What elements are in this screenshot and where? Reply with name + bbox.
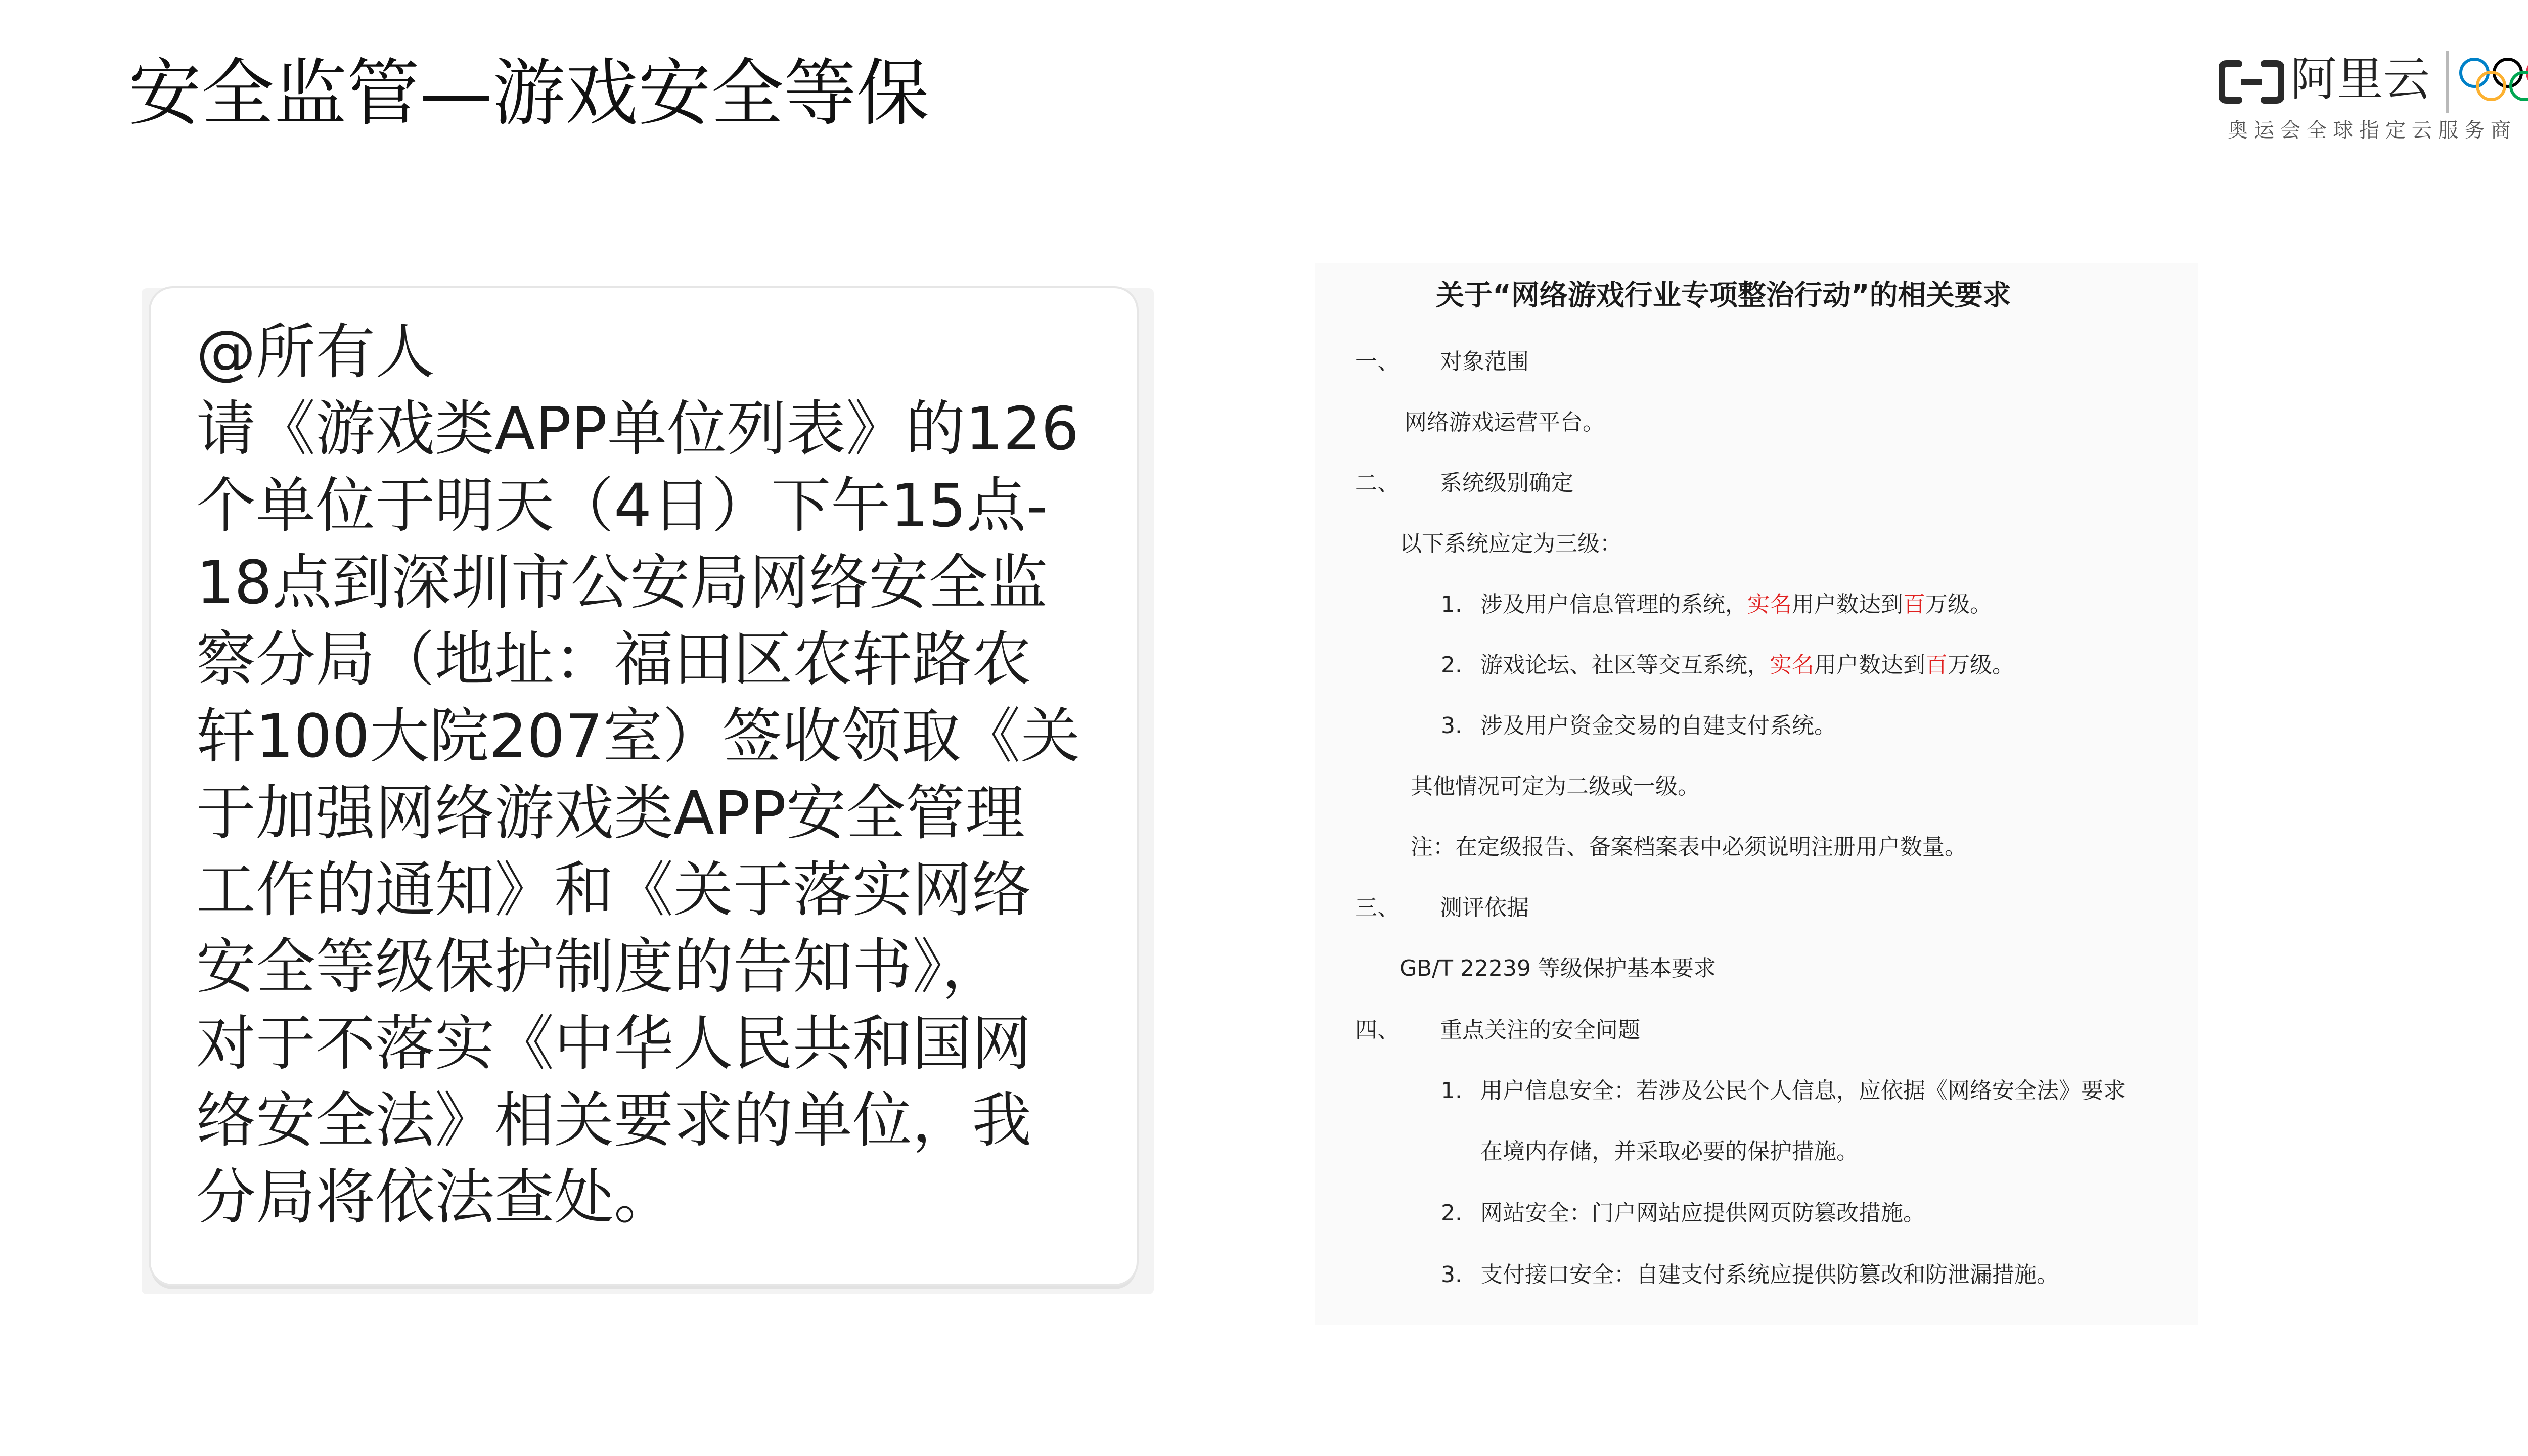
message-line: 对于不落实《中华人民共和国网 <box>196 1009 1032 1078</box>
highlight-text: 百 <box>1925 652 1948 678</box>
section-note: 注：在定级报告、备案档案表中必须说明注册用户数量。 <box>1411 834 1967 860</box>
message-line: 工作的通知》和《关于落实网络 <box>196 855 1032 925</box>
list-number: 3. <box>1441 713 1462 739</box>
message-line: @所有人 <box>196 317 435 387</box>
section-note: 其他情况可定为二级或一级。 <box>1411 774 1700 799</box>
message-line: 18点到深圳市公安局网络安全监 <box>196 548 1048 617</box>
list-item-text: 游戏论坛、社区等交互系统， <box>1480 652 1770 678</box>
section-number: 一、 <box>1355 349 1400 375</box>
document-title: 关于“网络游戏行业专项整治行动”的相关要求 <box>1436 279 2011 312</box>
message-bubble <box>151 288 1137 1284</box>
logo-divider <box>2446 51 2449 113</box>
list-number: 2. <box>1441 1200 1462 1226</box>
list-item <box>1480 651 2014 679</box>
section-body: GB/T 22239 等级保护基本要求 <box>1400 956 1716 981</box>
list-item: 支付接口安全：自建支付系统应提供防篡改和防泄漏措施。 <box>1480 1262 2059 1288</box>
list-number: 3. <box>1441 1262 1462 1288</box>
message-line: 个单位于明天（4日）下午15点- <box>196 471 1048 540</box>
olympic-rings-icon <box>2457 55 2528 103</box>
message-line: 察分局（地址：福田区农轩路农 <box>196 624 1032 694</box>
page-title: 安全监管—游戏安全等保 <box>128 51 930 135</box>
logo-brand-name: 阿里云 <box>2290 52 2430 106</box>
logo-tagline: 奥运会全球指定云服务商 <box>2228 119 2517 142</box>
section-number: 三、 <box>1355 895 1400 921</box>
highlight-text: 实名 <box>1747 592 1792 617</box>
chat-message-screenshot <box>142 288 1154 1294</box>
section-heading: 对象范围 <box>1440 349 1529 375</box>
aliyun-logo <box>2215 49 2528 150</box>
message-line: 轩100大院207室）签收领取《关 <box>196 701 1080 771</box>
list-item-continuation: 在境内存储，并采取必要的保护措施。 <box>1480 1139 1859 1164</box>
list-item-text: 万级。 <box>1948 652 2014 678</box>
highlight-text: 实名 <box>1770 652 1814 678</box>
requirements-document <box>1315 263 2198 1325</box>
list-item <box>1480 590 1992 618</box>
section-heading: 系统级别确定 <box>1440 470 1573 496</box>
list-item: 用户信息安全：若涉及公民个人信息，应依据《网络安全法》要求 <box>1480 1078 2126 1104</box>
list-number: 1. <box>1441 1078 1462 1104</box>
list-number: 1. <box>1441 592 1462 617</box>
section-heading: 重点关注的安全问题 <box>1440 1017 1640 1043</box>
list-item-text: 涉及用户信息管理的系统， <box>1480 592 1747 617</box>
message-line: 请《游戏类APP单位列表》的126 <box>196 394 1079 464</box>
section-heading: 测评依据 <box>1440 895 1529 921</box>
list-item-text: 用户数达到 <box>1792 592 1903 617</box>
section-body: 网络游戏运营平台。 <box>1405 410 1605 435</box>
message-text <box>196 313 1116 1236</box>
message-line: 于加强网络游戏类APP安全管理 <box>196 778 1025 848</box>
section-number: 四、 <box>1355 1017 1400 1043</box>
message-line: 络安全法》相关要求的单位，我 <box>196 1085 1032 1155</box>
message-line: 安全等级保护制度的告知书》， <box>196 932 1002 1002</box>
highlight-text: 百 <box>1903 592 1925 617</box>
aliyun-logo-icon <box>2219 58 2284 106</box>
message-line: 分局将依法查处。 <box>196 1162 674 1232</box>
section-intro: 以下系统应定为三级： <box>1400 531 1622 557</box>
list-number: 2. <box>1441 652 1462 678</box>
list-item: 网站安全：门户网站应提供网页防篡改措施。 <box>1480 1200 1925 1226</box>
section-number: 二、 <box>1355 470 1400 496</box>
list-item: 涉及用户资金交易的自建支付系统。 <box>1480 713 1836 739</box>
list-item-text: 用户数达到 <box>1814 652 1925 678</box>
list-item-text: 万级。 <box>1925 592 1992 617</box>
